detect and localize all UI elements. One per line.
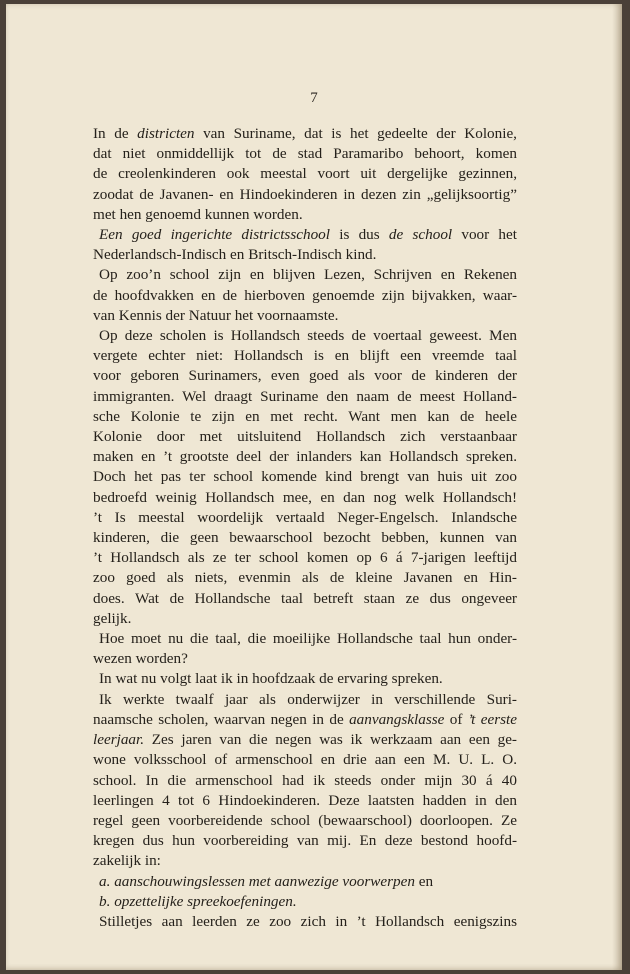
text-line	[93, 771, 517, 791]
text-run: maken en ’t grootste deel der inlanders kan Hollandsch spreken.	[93, 448, 517, 466]
text-run: Kolonie door met uitsluitend Hollandsch zich verstaanbaar	[93, 428, 517, 446]
text-line	[93, 730, 517, 750]
text-run: vergete echter niet: Hollandsch is en blijft een vreemde taal	[93, 347, 517, 365]
text-line	[93, 609, 517, 629]
text-line	[93, 912, 517, 932]
text-line	[93, 629, 517, 649]
text-run: zakelijk in:	[93, 852, 161, 870]
text-run: leerlingen 4 tot 6 Hindoekinderen. Deze laatsten hadden in den	[93, 791, 517, 809]
text-line	[93, 488, 517, 508]
text-run: zoo goed als niets, evenmin als de kleine Javanen en Hin-	[93, 569, 517, 587]
text-run: In de	[93, 125, 138, 142]
body-text	[93, 124, 517, 932]
text-run: Stilletjes aan leerden ze zoo zich in ’t Hollandsch eenigszins	[99, 912, 517, 930]
text-line	[93, 811, 517, 831]
text-line	[93, 508, 517, 528]
text-line	[93, 164, 517, 184]
text-run: met hen genoemd kunnen worden.	[93, 205, 303, 223]
text-line	[93, 710, 517, 730]
italic-text: b. opzettelijke spreekoefeningen.	[99, 892, 297, 910]
italic-text: Een goed ingerichte districtsschool	[99, 226, 330, 244]
text-run: Zes jaren van die negen was ik werkzaam aan een ge-	[144, 731, 517, 749]
text-run: immigranten. Wel draagt Suriname den naam de meest Holland-	[93, 387, 517, 405]
text-run: In wat nu volgt laat ik in hoofdzaak de ervaring spreken.	[99, 670, 443, 688]
text-run: school. In die armenschool had ik steeds onder mijn 30 á 40	[93, 771, 517, 789]
page-number: 7	[310, 90, 318, 106]
text-line	[93, 831, 517, 851]
text-run: Hoe moet nu die taal, die moeilijke Hollandsche taal hun onder-	[99, 630, 517, 648]
text-line	[93, 286, 517, 306]
text-line	[93, 568, 517, 588]
text-run: Op deze scholen is Hollandsch steeds de voertaal geweest. Men	[99, 327, 517, 345]
italic-text: aanvangsklasse	[349, 710, 445, 728]
text-run: sche Kolonie te zijn en met recht. Want men kan de heele	[93, 407, 517, 425]
book-page	[6, 4, 622, 970]
text-line	[93, 467, 517, 487]
text-line	[93, 690, 517, 710]
text-run: bedroefd weinig Hollandsch mee, en dan nog welk Hollandsch!	[93, 488, 517, 506]
text-line	[93, 225, 517, 245]
text-run: wezen worden?	[93, 650, 188, 668]
text-run: of	[444, 710, 468, 728]
text-line	[93, 205, 517, 225]
italic-text: ’t eerste	[467, 710, 517, 728]
text-run: kinderen, die geen bewaarschool bezocht bebben, kunnen van	[93, 529, 517, 547]
text-run: dat niet onmiddellijk tot de stad Paramaribo behoort, komen	[93, 145, 517, 163]
text-run: is dus	[330, 226, 389, 244]
italic-text: de school	[388, 226, 453, 244]
italic-text: districten	[137, 125, 195, 142]
text-line	[93, 589, 517, 609]
text-line	[93, 649, 517, 669]
text-run: wone volksschool of armenschool en drie aan een M. U. L. O.	[93, 751, 517, 769]
text-line	[93, 750, 517, 770]
text-run: de creolenkinderen ook meestal voort uit dergelijke gezinnen,	[93, 165, 517, 183]
text-run: voor het	[452, 226, 517, 244]
text-line	[93, 326, 517, 346]
text-run: ’t Is meestal woordelijk vertaald Neger-Engelsch. Inlandsche	[93, 508, 517, 526]
page-edge-shadow	[612, 4, 622, 970]
text-line	[93, 447, 517, 467]
text-line	[93, 185, 517, 205]
text-run: en	[414, 872, 434, 890]
text-line	[93, 528, 517, 548]
text-line	[93, 387, 517, 407]
text-run: Op zoo’n school zijn en blijven Lezen, Schrijven en Rekenen	[99, 266, 517, 284]
text-line	[93, 144, 517, 164]
text-run: van Suriname, dat is het gedeelte der Kolonie,	[194, 125, 517, 142]
text-line	[93, 245, 517, 265]
text-line	[93, 872, 517, 892]
text-run: regel geen voorbereidende school (bewaarschool) doorloopen. Ze	[93, 811, 517, 829]
text-run: ’t Hollandsch als ze ter school komen op 6 á 7-jarigen leeftijd	[93, 549, 517, 567]
text-run: zoodat de Javanen- en Hindoekinderen in dezen zin „gelijksoortig”	[93, 185, 517, 203]
text-line	[93, 366, 517, 386]
text-run: does. Wat de Hollandsche taal betreft staan ze dus ongeveer	[93, 589, 517, 607]
text-line	[93, 791, 517, 811]
text-run: Ik werkte twaalf jaar als onderwijzer in verschillende Suri-	[99, 690, 517, 708]
text-line	[93, 306, 517, 326]
text-line	[93, 407, 517, 427]
text-line	[93, 669, 517, 689]
text-line	[93, 265, 517, 285]
text-line	[93, 124, 517, 144]
text-run: van Kennis der Natuur het voornaamste.	[93, 306, 339, 324]
text-line	[93, 851, 517, 871]
text-line	[93, 346, 517, 366]
text-run: Doch het pas ter school komende kind brengt van huis uit zoo	[93, 468, 517, 486]
text-run: kregen dus hun voorbereiding van mij. En deze bestond hoofd-	[93, 832, 517, 850]
text-run: voor geboren Surinamers, even goed als voor de kinderen der	[93, 367, 517, 385]
text-line	[93, 548, 517, 568]
italic-text: leerjaar.	[93, 731, 145, 749]
text-run: de hoofdvakken en de hierboven genoemde zijn bijvakken, waar-	[93, 286, 517, 304]
text-run: Nederlandsch-Indisch en Britsch-Indisch kind.	[93, 246, 377, 264]
italic-text: a. aanschouwingslessen met aanwezige voorwerpen	[99, 872, 415, 890]
text-line	[93, 427, 517, 447]
text-run: gelijk.	[93, 609, 132, 627]
text-run: naamsche scholen, waarvan negen in de	[93, 710, 350, 728]
text-line	[93, 892, 517, 912]
